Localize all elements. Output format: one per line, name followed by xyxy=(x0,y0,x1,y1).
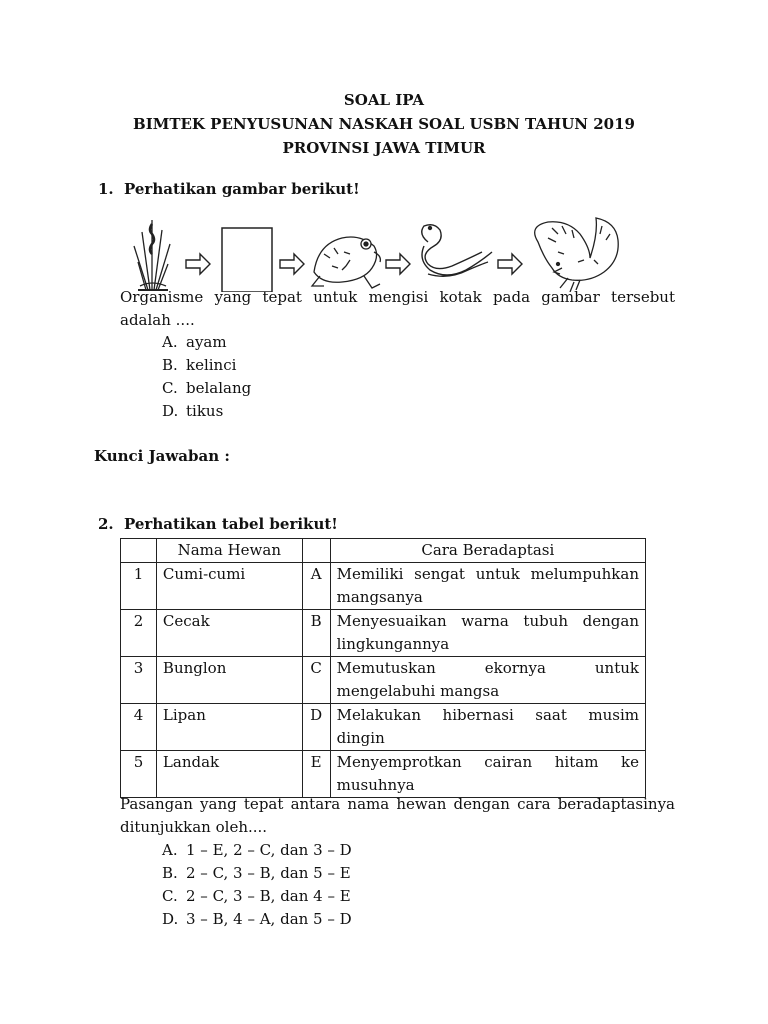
option-letter: D. xyxy=(162,910,179,928)
header-line-3: PROVINSI JAWA TIMUR xyxy=(282,139,486,157)
arrow-icon xyxy=(186,254,210,274)
question-1-stem-line-1: Organisme yang tepat untuk mengisi kotak pada gambar tersebut xyxy=(120,288,675,306)
row-letter: D xyxy=(302,704,330,751)
adaptation-line-2: mangsanya xyxy=(336,588,423,606)
table-row xyxy=(121,704,646,751)
option-c[interactable] xyxy=(162,885,352,908)
question-2-stem-line-2: ditunjukkan oleh.... xyxy=(120,818,268,836)
option-text: 2 – C, 3 – B, dan 4 – E xyxy=(186,887,351,905)
grass-icon xyxy=(134,220,170,290)
option-text: belalang xyxy=(186,379,252,397)
option-a[interactable] xyxy=(162,331,251,354)
animal-name: Lipan xyxy=(156,704,302,751)
question-2-stem-line-1: Pasangan yang tepat antara nama hewan dengan cara beradaptasinya xyxy=(120,795,675,813)
arrow-icon xyxy=(386,254,410,274)
adaptation-line-1: Melakukan hibernasi saat musim xyxy=(336,706,639,724)
header-no xyxy=(121,539,157,563)
animal-name: Cumi-cumi xyxy=(156,563,302,610)
adaptation-line-2: mengelabuhi mangsa xyxy=(336,682,500,700)
animal-name: Bunglon xyxy=(156,657,302,704)
animal-name: Cecak xyxy=(156,610,302,657)
option-text: kelinci xyxy=(186,356,237,374)
option-text: tikus xyxy=(186,402,224,420)
option-d[interactable] xyxy=(162,908,352,931)
option-b[interactable] xyxy=(162,862,352,885)
option-letter: B. xyxy=(162,356,178,374)
snake-icon xyxy=(422,225,492,277)
option-letter: C. xyxy=(162,887,178,905)
row-number: 3 xyxy=(121,657,157,704)
option-c[interactable] xyxy=(162,377,251,400)
question-2-options xyxy=(162,839,352,931)
question-2-title xyxy=(98,515,338,533)
adaptation-line-2: dingin xyxy=(336,729,385,747)
question-1-options xyxy=(162,331,251,423)
option-letter: A. xyxy=(162,333,178,351)
adaptation-line-2: lingkungannya xyxy=(336,635,450,653)
document-header xyxy=(0,88,768,160)
table-row xyxy=(121,751,646,798)
adaptation-text xyxy=(330,704,645,751)
adaptation-line-1: Memiliki sengat untuk melumpuhkan xyxy=(336,565,639,583)
header-cara-beradaptasi: Cara Beradaptasi xyxy=(330,539,645,563)
header-line-2: BIMTEK PENYUSUNAN NASKAH SOAL USBN TAHUN 2019 xyxy=(133,115,635,133)
option-text: 3 – B, 4 – A, dan 5 – D xyxy=(186,910,352,928)
option-text: 1 – E, 2 – C, dan 3 – D xyxy=(186,841,352,859)
question-2-number: 2. xyxy=(98,515,114,533)
header-line-1: SOAL IPA xyxy=(343,91,425,109)
header-letter xyxy=(302,539,330,563)
empty-box xyxy=(222,228,272,292)
table-row xyxy=(121,657,646,704)
adaptation-line-1: Menyesuaikan warna tubuh dengan xyxy=(336,612,639,630)
animal-name: Landak xyxy=(156,751,302,798)
question-1-title-text: Perhatikan gambar berikut! xyxy=(124,180,360,198)
adaptation-text xyxy=(330,657,645,704)
option-letter: A. xyxy=(162,841,178,859)
option-letter: D. xyxy=(162,402,179,420)
adaptation-line-1: Memutuskan ekornya untuk xyxy=(336,659,639,677)
table-row xyxy=(121,563,646,610)
row-letter: C xyxy=(302,657,330,704)
arrow-icon xyxy=(280,254,304,274)
row-letter: E xyxy=(302,751,330,798)
question-1-title xyxy=(98,180,360,198)
row-letter: A xyxy=(302,563,330,610)
food-chain-image xyxy=(128,212,628,292)
adaptation-text xyxy=(330,610,645,657)
option-text: 2 – C, 3 – B, dan 5 – E xyxy=(186,864,351,882)
row-letter: B xyxy=(302,610,330,657)
adaptation-text xyxy=(330,563,645,610)
adaptation-table xyxy=(120,538,646,798)
option-d[interactable] xyxy=(162,400,251,423)
header-nama-hewan: Nama Hewan xyxy=(156,539,302,563)
frog-icon xyxy=(312,237,380,288)
option-b[interactable] xyxy=(162,354,251,377)
row-number: 2 xyxy=(121,610,157,657)
eagle-icon xyxy=(535,218,619,292)
arrow-icon xyxy=(498,254,522,274)
option-text: ayam xyxy=(186,333,227,351)
question-2-title-text: Perhatikan tabel berikut! xyxy=(124,515,338,533)
row-number: 1 xyxy=(121,563,157,610)
option-letter: B. xyxy=(162,864,178,882)
row-number: 5 xyxy=(121,751,157,798)
row-number: 4 xyxy=(121,704,157,751)
adaptation-line-1: Menyemprotkan cairan hitam ke xyxy=(336,753,639,771)
table-row xyxy=(121,610,646,657)
adaptation-line-2: musuhnya xyxy=(336,776,415,794)
answer-key-label: Kunci Jawaban : xyxy=(94,447,230,465)
question-1-stem-line-2: adalah .... xyxy=(120,311,195,329)
question-1-number: 1. xyxy=(98,180,114,198)
option-letter: C. xyxy=(162,379,178,397)
adaptation-text xyxy=(330,751,645,798)
option-a[interactable] xyxy=(162,839,352,862)
table-header-row xyxy=(121,539,646,563)
